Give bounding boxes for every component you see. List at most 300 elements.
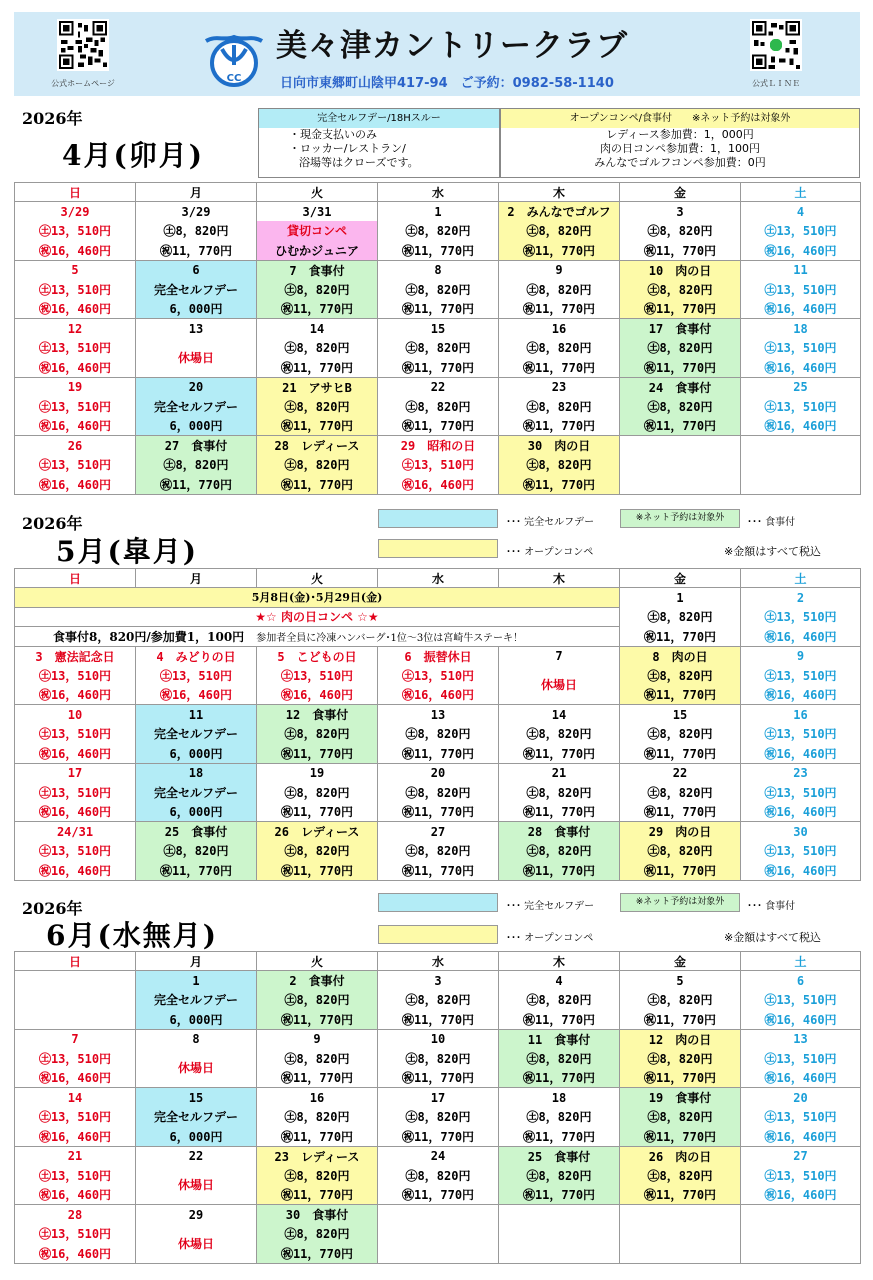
weekday-price: ㊗11，770円 bbox=[499, 241, 620, 261]
weekday-price: ㊗11，770円 bbox=[499, 1127, 620, 1147]
weekday-price: ㊗11，770円 bbox=[136, 861, 257, 881]
price-row bbox=[15, 1010, 861, 1030]
weekday-price: ㊗11，770円 bbox=[499, 1068, 620, 1088]
weekday-price: ㊏8，820円 bbox=[257, 455, 378, 475]
price-row bbox=[15, 783, 861, 803]
weekend-price: ㊏13，510円 bbox=[741, 1049, 861, 1069]
empty-cell bbox=[378, 1224, 499, 1244]
week-row bbox=[15, 1088, 861, 1108]
weekday-wed: 水 bbox=[378, 569, 499, 588]
weekday-price: ㊏8，820円 bbox=[257, 1107, 378, 1127]
june-title: 6月(水無月) bbox=[46, 919, 218, 952]
day-number: 7 bbox=[15, 1029, 136, 1049]
weekday-price: ㊗11，770円 bbox=[499, 861, 620, 881]
svg-text:CC: CC bbox=[226, 73, 242, 84]
weekend-price: ㊗16，460円 bbox=[15, 744, 136, 764]
day-number: 28 食事付 bbox=[499, 822, 620, 842]
week-row bbox=[15, 1205, 861, 1225]
weekend-price: ㊏13，510円 bbox=[741, 666, 861, 686]
weekday-price: ㊏8，820円 bbox=[499, 1107, 620, 1127]
weekday-price: ㊗11，770円 bbox=[257, 744, 378, 764]
weekday-price: ㊏8，820円 bbox=[378, 724, 499, 744]
weekday-price: ㊗11，770円 bbox=[257, 1127, 378, 1147]
day-number: 1 bbox=[620, 588, 741, 608]
empty-cell bbox=[15, 971, 136, 991]
price-row bbox=[15, 1107, 861, 1127]
day-number: 26 肉の日 bbox=[620, 1146, 741, 1166]
week-row bbox=[15, 1146, 861, 1166]
empty-cell bbox=[620, 475, 741, 495]
self-day-price: 6，000円 bbox=[136, 1010, 257, 1030]
self-day-info-line: 浴場等はクローズです。 bbox=[299, 156, 419, 169]
weekday-fri: 金 bbox=[620, 952, 741, 971]
weekday-price: ㊏8，820円 bbox=[378, 397, 499, 417]
homepage-qr-caption: 公式ホームページ bbox=[51, 79, 115, 88]
closed-day-label: 休場日 bbox=[136, 338, 257, 377]
weekday-price: ㊏8，820円 bbox=[620, 280, 741, 300]
weekday-price: ㊏8，820円 bbox=[136, 841, 257, 861]
closed-day-label: 休場日 bbox=[136, 1224, 257, 1263]
weekday-price: ㊏8，820円 bbox=[499, 280, 620, 300]
day-number: 18 bbox=[499, 1088, 620, 1108]
self-day-price: 6，000円 bbox=[136, 416, 257, 436]
weekend-price: ㊏13，510円 bbox=[15, 841, 136, 861]
weekday-price: ㊗11，770円 bbox=[378, 1068, 499, 1088]
day-number: 18 bbox=[136, 763, 257, 783]
weekday-price: ㊏8，820円 bbox=[620, 221, 741, 241]
empty-cell bbox=[620, 1205, 741, 1225]
weekday-price: ㊗11，770円 bbox=[620, 299, 741, 319]
day-number: 30 bbox=[741, 822, 861, 842]
day-number: 20 bbox=[378, 763, 499, 783]
day-number: 23 bbox=[741, 763, 861, 783]
day-number: 26 bbox=[15, 436, 136, 456]
day-number: 12 肉の日 bbox=[620, 1029, 741, 1049]
day-number: 22 bbox=[136, 1146, 257, 1166]
weekday-price: ㊗11，770円 bbox=[378, 358, 499, 378]
weekend-price: ㊗16，460円 bbox=[15, 416, 136, 436]
price-row bbox=[15, 841, 861, 861]
weekday-price: ㊏8，820円 bbox=[257, 397, 378, 417]
weekday-wed: 水 bbox=[378, 952, 499, 971]
meat-day-event-desc bbox=[15, 627, 620, 647]
day-number: 27 食事付 bbox=[136, 436, 257, 456]
weekday-tue: 火 bbox=[257, 569, 378, 588]
april-title: 4月(卯月) bbox=[62, 139, 204, 172]
week-row bbox=[15, 822, 861, 842]
self-day-price: 6，000円 bbox=[136, 802, 257, 822]
weekend-price: ㊗16，460円 bbox=[15, 1068, 136, 1088]
day-number: 2 bbox=[741, 588, 861, 608]
day-number: 22 bbox=[620, 763, 741, 783]
weekday-price: ㊗11，770円 bbox=[257, 802, 378, 822]
week-row bbox=[15, 436, 861, 456]
weekday-price: ㊗11，770円 bbox=[620, 1127, 741, 1147]
weekday-price: ㊏8，820円 bbox=[257, 783, 378, 803]
weekday-sun: 日 bbox=[15, 952, 136, 971]
club-logo-icon bbox=[202, 27, 266, 89]
weekday-price: ㊗11，770円 bbox=[620, 685, 741, 705]
weekend-price: ㊗16，460円 bbox=[741, 685, 861, 705]
day-number: 29 昭和の日 bbox=[378, 436, 499, 456]
day-number: 23 bbox=[499, 377, 620, 397]
week-row bbox=[15, 588, 861, 608]
club-address-phone[interactable]: 日向市東郷町山陰甲417-94 ご予約：0982-58-1140 bbox=[280, 76, 614, 91]
weekday-thu: 木 bbox=[499, 183, 620, 202]
day-number: 24 食事付 bbox=[620, 377, 741, 397]
weekend-price: ㊏13，510円 bbox=[741, 1107, 861, 1127]
weekday-price: ㊏8，820円 bbox=[620, 724, 741, 744]
day-number: 17 bbox=[15, 763, 136, 783]
weekday-price: ㊗11，770円 bbox=[620, 627, 741, 647]
day-number: 12 食事付 bbox=[257, 705, 378, 725]
weekend-price: ㊗16，460円 bbox=[741, 627, 861, 647]
weekday-price: ㊏8，820円 bbox=[620, 783, 741, 803]
self-day-label: 完全セルフデー bbox=[136, 783, 257, 803]
may-calendar bbox=[14, 568, 861, 881]
empty-cell bbox=[741, 475, 861, 495]
price-row bbox=[15, 861, 861, 881]
day-number: 16 bbox=[499, 319, 620, 339]
weekday-price: ㊗11，770円 bbox=[378, 744, 499, 764]
weekday-price: ㊏8，820円 bbox=[499, 1049, 620, 1069]
weekday-sat: 土 bbox=[741, 569, 861, 588]
legend-self-swatch bbox=[378, 893, 498, 912]
weekend-price: ㊗16，460円 bbox=[741, 1068, 861, 1088]
weekday-price: ㊏8，820円 bbox=[499, 397, 620, 417]
self-day-label: 完全セルフデー bbox=[136, 990, 257, 1010]
weekday-mon: 月 bbox=[136, 952, 257, 971]
day-number: 6 振替休日 bbox=[378, 646, 499, 666]
price-row bbox=[15, 607, 861, 627]
open-compe-info-line: 肉の日コンペ参加費：1，100円 bbox=[600, 142, 760, 155]
weekend-price: ㊏13，510円 bbox=[15, 783, 136, 803]
weekday-mon: 月 bbox=[136, 183, 257, 202]
weekday-price: ㊗11，770円 bbox=[257, 358, 378, 378]
weekday-price: ㊗11，770円 bbox=[499, 416, 620, 436]
weekend-price: ㊗16，460円 bbox=[741, 1010, 861, 1030]
weekday-price: ㊗11，770円 bbox=[136, 241, 257, 261]
week-row bbox=[15, 763, 861, 783]
weekday-sat: 土 bbox=[741, 952, 861, 971]
week-row bbox=[15, 971, 861, 991]
weekday-price: ㊏8，820円 bbox=[136, 221, 257, 241]
weekend-price: ㊏13，510円 bbox=[741, 280, 861, 300]
empty-cell bbox=[620, 436, 741, 456]
weekend-price: ㊗16，460円 bbox=[741, 1127, 861, 1147]
day-number: 13 bbox=[136, 319, 257, 339]
day-number: 5 bbox=[620, 971, 741, 991]
weekday-price: ㊗11，770円 bbox=[620, 1185, 741, 1205]
april-calendar bbox=[14, 182, 861, 495]
tax-note: ※金額はすべて税込 bbox=[724, 545, 821, 558]
line-qr-icon[interactable] bbox=[750, 19, 802, 71]
weekday-price: ㊗11，770円 bbox=[378, 802, 499, 822]
weekday-price: ㊗11，770円 bbox=[378, 861, 499, 881]
weekday-price: ㊗11，770円 bbox=[620, 1068, 741, 1088]
price-row bbox=[15, 627, 861, 647]
day-number: 15 bbox=[620, 705, 741, 725]
open-compe-info-box bbox=[500, 108, 860, 178]
meat-day-event-prize: 参加者全員に冷凍ハンバーグ･1位～3位は宮崎牛ステーキ！ bbox=[256, 632, 524, 644]
weekday-price: ㊏8，820円 bbox=[620, 338, 741, 358]
price-row bbox=[15, 221, 861, 241]
day-number: 4 みどりの日 bbox=[136, 646, 257, 666]
weekday-price: ㊗11，770円 bbox=[378, 1127, 499, 1147]
weekday-price: ㊗11，770円 bbox=[620, 358, 741, 378]
line-qr-caption: 公式ＬＩＮＥ bbox=[752, 79, 800, 88]
weekend-price: ㊏13，510円 bbox=[741, 1166, 861, 1186]
week-row bbox=[15, 705, 861, 725]
self-day-label: 完全セルフデー bbox=[136, 724, 257, 744]
day-number: 9 bbox=[257, 1029, 378, 1049]
may-year: 2026年 bbox=[22, 514, 83, 533]
day-number: 27 bbox=[741, 1146, 861, 1166]
empty-cell bbox=[499, 1244, 620, 1264]
weekday-price: ㊗11，770円 bbox=[257, 1068, 378, 1088]
weekday-price: ㊗11，770円 bbox=[257, 1010, 378, 1030]
day-number: 23 レディース bbox=[257, 1146, 378, 1166]
weekend-price: ㊗16，460円 bbox=[15, 802, 136, 822]
weekend-price: ㊏13，510円 bbox=[741, 338, 861, 358]
weekday-price: ㊏8，820円 bbox=[378, 783, 499, 803]
price-row bbox=[15, 338, 861, 358]
week-row bbox=[15, 202, 861, 222]
weekend-price: ㊗16，460円 bbox=[741, 1185, 861, 1205]
price-row bbox=[15, 744, 861, 764]
legend-self-swatch bbox=[378, 509, 498, 528]
weekday-price: ㊏8，820円 bbox=[499, 783, 620, 803]
weekday-price: ㊗11，770円 bbox=[620, 744, 741, 764]
closed-day-label: 休場日 bbox=[136, 1166, 257, 1205]
open-compe-info-head: オープンコンペ/食事付 ※ネット予約は対象外 bbox=[501, 109, 859, 128]
day-number: 14 bbox=[15, 1088, 136, 1108]
weekday-price: ㊗11，770円 bbox=[257, 1185, 378, 1205]
weekday-price: ㊏8，820円 bbox=[499, 1166, 620, 1186]
weekend-price: ㊗16，460円 bbox=[15, 358, 136, 378]
june-year: 2026年 bbox=[22, 899, 83, 918]
day-number: 30 肉の日 bbox=[499, 436, 620, 456]
weekend-price: ㊗16，460円 bbox=[741, 802, 861, 822]
weekday-thu: 木 bbox=[499, 952, 620, 971]
self-day-label: 完全セルフデー bbox=[136, 397, 257, 417]
day-number: 1 bbox=[136, 971, 257, 991]
day-number: 17 食事付 bbox=[620, 319, 741, 339]
day-number: 3 bbox=[378, 971, 499, 991]
weekend-price: ㊗16，460円 bbox=[257, 685, 378, 705]
weekend-price: ㊏13，510円 bbox=[15, 1224, 136, 1244]
closed-day-label: 休場日 bbox=[499, 666, 620, 705]
weekend-price: ㊏13，510円 bbox=[15, 338, 136, 358]
charter-compe-name: ひむかジュニア bbox=[257, 241, 378, 261]
legend-self-label: ･･･ 完全セルフデー bbox=[506, 901, 595, 912]
weekend-price: ㊗16，460円 bbox=[15, 1244, 136, 1264]
open-compe-info-line: みんなでゴルフコンペ参加費：0円 bbox=[594, 156, 766, 169]
weekend-price: ㊗16，460円 bbox=[741, 241, 861, 261]
day-number: 25 食事付 bbox=[136, 822, 257, 842]
price-row bbox=[15, 1166, 861, 1186]
weekday-price: ㊗11，770円 bbox=[257, 299, 378, 319]
day-number: 7 bbox=[499, 646, 620, 666]
weekday-price: ㊏8，820円 bbox=[378, 1166, 499, 1186]
empty-cell bbox=[620, 1244, 741, 1264]
club-name: 美々津カントリークラブ bbox=[276, 28, 628, 64]
day-number: 27 bbox=[378, 822, 499, 842]
day-number: 25 bbox=[741, 377, 861, 397]
day-number: 11 食事付 bbox=[499, 1029, 620, 1049]
day-number: 9 bbox=[741, 646, 861, 666]
empty-cell bbox=[741, 1205, 861, 1225]
meat-day-event-title: ★☆ 肉の日コンペ ☆★ bbox=[15, 607, 620, 627]
self-day-label: 完全セルフデー bbox=[136, 1107, 257, 1127]
weekend-price: ㊗16，460円 bbox=[378, 685, 499, 705]
day-number: 20 bbox=[741, 1088, 861, 1108]
day-number: 7 食事付 bbox=[257, 260, 378, 280]
weekend-price: ㊏13，510円 bbox=[15, 1107, 136, 1127]
weekend-price: ㊏13，510円 bbox=[15, 280, 136, 300]
day-number: 30 食事付 bbox=[257, 1205, 378, 1225]
week-row bbox=[15, 646, 861, 666]
empty-cell bbox=[378, 1244, 499, 1264]
weekday-price: ㊏8，820円 bbox=[499, 455, 620, 475]
weekend-price: ㊗16，460円 bbox=[378, 475, 499, 495]
weekend-price: ㊏13，510円 bbox=[741, 724, 861, 744]
week-row bbox=[15, 1029, 861, 1049]
day-number: 25 食事付 bbox=[499, 1146, 620, 1166]
day-number: 2 みんなでゴルフ bbox=[499, 202, 620, 222]
homepage-qr-icon[interactable] bbox=[57, 19, 109, 71]
day-number: 8 bbox=[378, 260, 499, 280]
weekday-price: ㊏8，820円 bbox=[499, 724, 620, 744]
day-number: 9 bbox=[499, 260, 620, 280]
self-day-price: 6，000円 bbox=[136, 299, 257, 319]
empty-cell bbox=[499, 1224, 620, 1244]
price-row bbox=[15, 802, 861, 822]
self-day-info-box bbox=[258, 108, 500, 178]
weekday-price: ㊏8，820円 bbox=[499, 221, 620, 241]
weekday-price: ㊗11，770円 bbox=[378, 1010, 499, 1030]
weekday-price: ㊏8，820円 bbox=[620, 990, 741, 1010]
weekday-price: ㊏8，820円 bbox=[136, 455, 257, 475]
weekday-price: ㊏8，820円 bbox=[620, 607, 741, 627]
weekday-price: ㊏8，820円 bbox=[257, 1166, 378, 1186]
legend-open-label: ･･･ オープンコンペ bbox=[506, 547, 594, 558]
weekend-price: ㊏13，510円 bbox=[15, 221, 136, 241]
weekday-price: ㊏8，820円 bbox=[257, 724, 378, 744]
weekday-price: ㊗11，770円 bbox=[257, 416, 378, 436]
legend-open-swatch bbox=[378, 539, 498, 558]
weekday-price: ㊏8，820円 bbox=[499, 338, 620, 358]
weekday-header-row bbox=[15, 952, 861, 971]
price-row bbox=[15, 1224, 861, 1244]
legend-open-swatch bbox=[378, 925, 498, 944]
day-number: 5 こどもの日 bbox=[257, 646, 378, 666]
weekday-price: ㊏8，820円 bbox=[257, 280, 378, 300]
weekday-price: ㊗11，770円 bbox=[620, 1010, 741, 1030]
price-row bbox=[15, 241, 861, 261]
weekend-price: ㊗16，460円 bbox=[741, 299, 861, 319]
day-number: 12 bbox=[15, 319, 136, 339]
weekend-price: ㊗16，460円 bbox=[136, 685, 257, 705]
self-day-info-head: 完全セルフデー/18Hスルー bbox=[259, 109, 499, 128]
weekday-price: ㊗11，770円 bbox=[257, 1244, 378, 1264]
legend-meal-swatch: ※ネット予約は対象外 bbox=[620, 509, 740, 528]
day-number: 24/31 bbox=[15, 822, 136, 842]
weekday-price: ㊗11，770円 bbox=[257, 475, 378, 495]
day-number: 16 bbox=[741, 705, 861, 725]
day-number: 18 bbox=[741, 319, 861, 339]
open-compe-info-line: レディース参加費：1，000円 bbox=[606, 128, 754, 141]
day-number: 28 bbox=[15, 1205, 136, 1225]
weekday-price: ㊏8，820円 bbox=[378, 1107, 499, 1127]
weekday-price: ㊗11，770円 bbox=[620, 802, 741, 822]
may-title: 5月(皐月) bbox=[56, 535, 198, 568]
weekend-price: ㊏13，510円 bbox=[257, 666, 378, 686]
weekday-header-row bbox=[15, 183, 861, 202]
weekday-price: ㊗11，770円 bbox=[499, 802, 620, 822]
day-number: 6 bbox=[741, 971, 861, 991]
weekend-price: ㊗16，460円 bbox=[15, 241, 136, 261]
price-row bbox=[15, 990, 861, 1010]
weekend-price: ㊏13，510円 bbox=[378, 455, 499, 475]
weekday-wed: 水 bbox=[378, 183, 499, 202]
empty-cell bbox=[378, 1205, 499, 1225]
april-year: 2026年 bbox=[22, 109, 83, 128]
weekend-price: ㊏13，510円 bbox=[741, 397, 861, 417]
weekday-price: ㊏8，820円 bbox=[378, 338, 499, 358]
week-row bbox=[15, 377, 861, 397]
weekday-sun: 日 bbox=[15, 183, 136, 202]
weekend-price: ㊗16，460円 bbox=[15, 1127, 136, 1147]
weekday-price: ㊗11，770円 bbox=[136, 475, 257, 495]
day-number: 10 肉の日 bbox=[620, 260, 741, 280]
price-row bbox=[15, 397, 861, 417]
day-number: 8 bbox=[136, 1029, 257, 1049]
day-number: 28 レディース bbox=[257, 436, 378, 456]
day-number: 19 食事付 bbox=[620, 1088, 741, 1108]
day-number: 10 bbox=[15, 705, 136, 725]
empty-cell bbox=[15, 990, 136, 1010]
day-number: 4 bbox=[499, 971, 620, 991]
weekday-header-row bbox=[15, 569, 861, 588]
empty-cell bbox=[15, 1010, 136, 1030]
price-row bbox=[15, 416, 861, 436]
empty-cell bbox=[620, 455, 741, 475]
day-number: 16 bbox=[257, 1088, 378, 1108]
price-row bbox=[15, 685, 861, 705]
legend-open-label: ･･･ オープンコンペ bbox=[506, 933, 594, 944]
weekend-price: ㊏13，510円 bbox=[741, 990, 861, 1010]
weekday-sat: 土 bbox=[741, 183, 861, 202]
empty-cell bbox=[741, 455, 861, 475]
day-number: 14 bbox=[499, 705, 620, 725]
empty-cell bbox=[741, 436, 861, 456]
legend-self-label: ･･･ 完全セルフデー bbox=[506, 517, 595, 528]
day-number: 13 bbox=[741, 1029, 861, 1049]
day-number: 21 bbox=[499, 763, 620, 783]
self-day-price: 6，000円 bbox=[136, 744, 257, 764]
weekday-price: ㊗11，770円 bbox=[378, 299, 499, 319]
day-number: 2 食事付 bbox=[257, 971, 378, 991]
day-number: 10 bbox=[378, 1029, 499, 1049]
weekday-price: ㊏8，820円 bbox=[620, 1166, 741, 1186]
price-row bbox=[15, 299, 861, 319]
day-number: 1 bbox=[378, 202, 499, 222]
self-day-info-line: ・ロッカー/レストラン/ bbox=[289, 142, 406, 155]
self-day-info-line: ・現金支払いのみ bbox=[289, 128, 377, 141]
weekday-mon: 月 bbox=[136, 569, 257, 588]
day-number: 15 bbox=[136, 1088, 257, 1108]
